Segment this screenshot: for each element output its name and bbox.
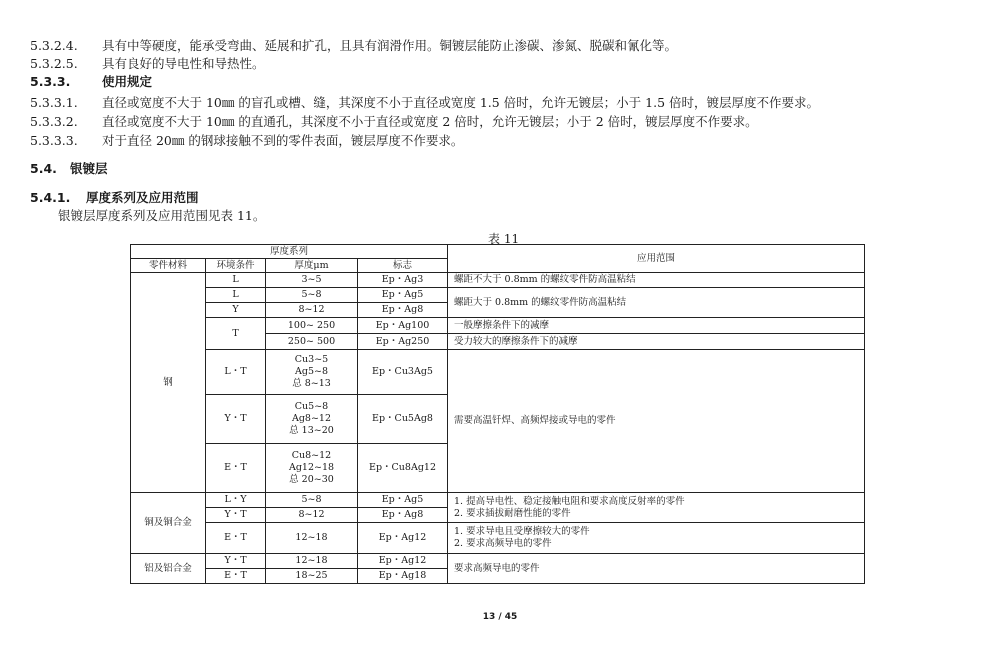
env-cell: L [206, 288, 266, 303]
table-row [131, 523, 865, 554]
application-cell: 需要高温钎焊、高频焊接或导电的零件 [448, 350, 865, 493]
mark-cell: Ep・Ag8 [358, 508, 448, 523]
table-row [131, 273, 865, 288]
mark-cell: Ep・Ag5 [358, 493, 448, 508]
para-5-3-3-3: 5.3.3.3. 对于直径 20㎜ 的钢球接触不到的零件表面，镀层厚度不作要求。 [30, 133, 464, 148]
mark-cell: Ep・Cu5Ag8 [358, 395, 448, 444]
header-thickness: 厚度μm [266, 259, 358, 273]
mark-cell: Ep・Ag12 [358, 554, 448, 569]
mark-cell: Ep・Ag5 [358, 288, 448, 303]
env-cell: L [206, 273, 266, 288]
env-cell: Y・T [206, 508, 266, 523]
application-cell: 螺距不大于 0.8mm 的螺纹零件防高温粘结 [448, 273, 865, 288]
thickness-cell: 12~18 [266, 523, 358, 554]
env-cell: Y・T [206, 395, 266, 444]
thickness-cell: 3~5 [266, 273, 358, 288]
mark-cell: Ep・Ag250 [358, 334, 448, 350]
heading-5-3-3: 5.3.3. 使用规定 [30, 74, 153, 89]
application-cell: 要求高频导电的零件 [448, 554, 865, 584]
header-material: 零件材料 [131, 259, 206, 273]
application-cell: 一般摩擦条件下的减摩 [448, 318, 865, 334]
thickness-cell: Cu3~5 Ag5~8 总 8~13 [266, 350, 358, 395]
thickness-cell: 100~ 250 [266, 318, 358, 334]
heading-5-4: 5.4. 银镀层 [30, 161, 108, 176]
application-cell: 螺距大于 0.8mm 的螺纹零件防高温粘结 [448, 288, 865, 318]
env-cell: Y [206, 303, 266, 318]
application-cell: 1. 提高导电性、稳定接触电阻和要求高度反射率的零件 2. 要求插拔耐磨性能的零件 [448, 493, 865, 523]
silver-plating-table [130, 244, 865, 584]
thickness-cell: Cu8~12 Ag12~18 总 20~30 [266, 444, 358, 493]
env-cell: T [206, 318, 266, 350]
thickness-cell: Cu5~8 Ag8~12 总 13~20 [266, 395, 358, 444]
table-row [131, 318, 865, 334]
para-5-3-2-5: 5.3.2.5. 具有良好的导电性和导热性。 [30, 56, 265, 71]
thickness-cell: 18~25 [266, 569, 358, 584]
header-mark: 标志 [358, 259, 448, 273]
application-cell: 受力较大的摩擦条件下的减摩 [448, 334, 865, 350]
table-row [131, 288, 865, 303]
material-cell: 铜及铜合金 [131, 493, 206, 554]
para-5-3-3-2: 5.3.3.2. 直径或宽度不大于 10㎜ 的直通孔，其深度不小于直径或宽度 2 倍时，允许无镀层；小于 2 倍时，镀层厚度不作要求。 [30, 114, 758, 129]
application-cell: 1. 要求导电且受摩擦较大的零件 2. 要求高频导电的零件 [448, 523, 865, 554]
table-row [131, 350, 865, 395]
heading-5-4-1: 5.4.1. 厚度系列及应用范围 [30, 190, 199, 205]
mark-cell: Ep・Ag12 [358, 523, 448, 554]
thickness-cell: 250~ 500 [266, 334, 358, 350]
env-cell: E・T [206, 523, 266, 554]
material-cell: 钢 [131, 273, 206, 493]
mark-cell: Ep・Cu8Ag12 [358, 444, 448, 493]
mark-cell: Ep・Ag18 [358, 569, 448, 584]
table-row [131, 554, 865, 569]
thickness-cell: 12~18 [266, 554, 358, 569]
thickness-cell: 5~8 [266, 493, 358, 508]
para-5-3-2-4: 5.3.2.4. 具有中等硬度，能承受弯曲、延展和扩孔，且具有润滑作用。铜镀层能防止渗碳、渗氮、脱碳和氰化等。 [30, 38, 678, 53]
table-caption: 表 11 [488, 232, 520, 246]
thickness-cell: 5~8 [266, 288, 358, 303]
header-thickness-series: 厚度系列 [131, 245, 448, 259]
page-number: 13 / 45 [482, 612, 518, 622]
para-table-ref: 银镀层厚度系列及应用范围见表 11。 [58, 208, 266, 223]
env-cell: Y・T [206, 554, 266, 569]
env-cell: L・Y [206, 493, 266, 508]
mark-cell: Ep・Ag8 [358, 303, 448, 318]
para-5-3-3-1: 5.3.3.1. 直径或宽度不大于 10㎜ 的盲孔或槽、缝，其深度不小于直径或宽度 1.5 倍时，允许无镀层；小于 1.5 倍时，镀层厚度不作要求。 [30, 95, 820, 110]
env-cell: E・T [206, 444, 266, 493]
mark-cell: Ep・Cu3Ag5 [358, 350, 448, 395]
mark-cell: Ep・Ag100 [358, 318, 448, 334]
header-application: 应用范围 [448, 245, 865, 273]
material-cell: 铝及铝合金 [131, 554, 206, 584]
thickness-cell: 8~12 [266, 303, 358, 318]
table-row [131, 493, 865, 508]
env-cell: E・T [206, 569, 266, 584]
mark-cell: Ep・Ag3 [358, 273, 448, 288]
thickness-cell: 8~12 [266, 508, 358, 523]
env-cell: L・T [206, 350, 266, 395]
header-environment: 环境条件 [206, 259, 266, 273]
